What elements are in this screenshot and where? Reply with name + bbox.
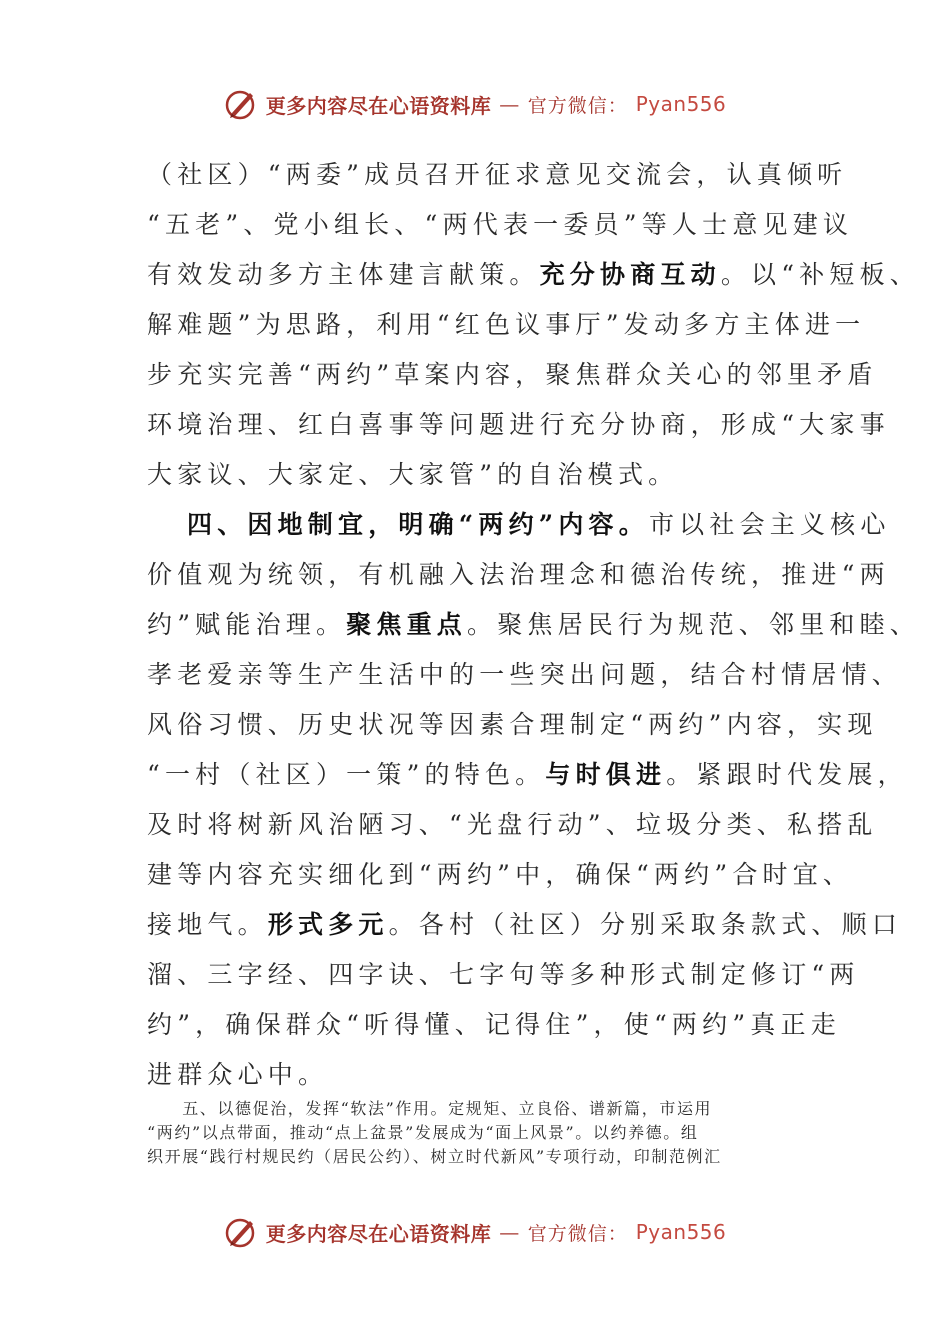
banner-subtitle: 官方微信： xyxy=(527,1222,628,1245)
p1-line-7: 大家议、大家定、大家管”的自治模式。 xyxy=(147,460,679,489)
p2-line-9 xyxy=(147,900,903,950)
p2-l6-text: “一村（社区）一策”的特色。 xyxy=(147,760,546,789)
p1-l3-text: 有效发动多方主体建言献策。 xyxy=(147,260,540,289)
p2-l9-heading: 形式多元 xyxy=(267,910,389,939)
p1-line-2: “五老”、党小组长、“两代表一委员”等人士意见建议 xyxy=(147,210,854,239)
banner-wechat-id: Pyan556 xyxy=(635,1220,727,1244)
p3-line-1: 五、以德促治，发挥“软法”作用。定规矩、立良俗、谱新篇，市运用 xyxy=(147,1099,713,1118)
banner-dash: — xyxy=(499,1220,520,1244)
pen-logo-icon xyxy=(224,87,258,121)
p2-l6-heading: 与时俱进 xyxy=(545,760,667,789)
p2-line-7: 及时将树新风治陋习、“光盘行动”、垃圾分类、私搭乱 xyxy=(147,810,878,839)
p2-line-2: 价值观为统领，有机融入法治理念和德治传统，推进“两 xyxy=(147,560,890,589)
p1-line-3 xyxy=(147,250,920,300)
p3-line-2: “两约”以点带面，推动“点上盆景”发展成为“面上风景”。以约养德。组 xyxy=(147,1123,699,1142)
banner-subtitle: 官方微信： xyxy=(527,94,628,117)
document-body xyxy=(147,150,921,1100)
banner-dash: — xyxy=(499,92,520,116)
p2-l3-tail: 。聚焦居民行为规范、邻里和睦、 xyxy=(467,610,921,639)
p2-l3-text: 约”赋能治理。 xyxy=(147,610,347,639)
banner-title: 更多内容尽在心语资料库 xyxy=(265,93,492,118)
banner-wechat-id: Pyan556 xyxy=(635,92,727,116)
section-five-block xyxy=(147,1097,812,1169)
p3-line-3: 织开展“践行村规民约（居民公约）、树立时代新风”专项行动，印制范例汇 xyxy=(147,1147,722,1166)
p2-l9-tail: 。各村（社区）分别采取条款式、顺口 xyxy=(388,910,903,939)
p1-line-6: 环境治理、红白喜事等问题进行充分协商，形成“大家事 xyxy=(147,410,890,439)
p2-line-4: 孝老爱亲等生产生活中的一些突出问题，结合村情居情、 xyxy=(147,660,903,689)
p1-l3-tail: 。以“补短板、 xyxy=(720,260,920,289)
p1-l3-heading: 充分协商互动 xyxy=(539,260,721,289)
p2-line-8: 建等内容充实细化到“两约”中，确保“两约”合时宜、 xyxy=(147,860,854,889)
pen-logo-icon xyxy=(224,1215,258,1249)
p2-line-1 xyxy=(147,500,891,550)
section-four-heading: 四、因地制宜，明确“两约”内容。 xyxy=(187,510,649,539)
p2-line-6 xyxy=(147,750,908,800)
p2-line-5: 风俗习惯、历史状况等因素合理制定“两约”内容，实现 xyxy=(147,710,878,739)
banner-title: 更多内容尽在心语资料库 xyxy=(265,1221,492,1246)
p1-line-5: 步充实完善“两约”草案内容，聚焦群众关心的邻里矛盾 xyxy=(147,360,878,389)
p2-l1-tail: 市以社会主义核心 xyxy=(648,510,891,539)
p2-l9-text: 接地气。 xyxy=(147,910,268,939)
p1-line-1: （社区）“两委”成员召开征求意见交流会，认真倾听 xyxy=(147,160,848,189)
header-banner xyxy=(0,84,950,124)
p2-line-11: 约”，确保群众“听得懂、记得住”，使“两约”真正走 xyxy=(147,1010,841,1039)
p2-line-12: 进群众心中。 xyxy=(147,1060,329,1089)
p2-line-10: 溜、三字经、四字诀、七字句等多种形式制定修订“两 xyxy=(147,960,860,989)
p2-l6-tail: 。紧跟时代发展， xyxy=(666,760,908,789)
footer-banner xyxy=(0,1212,950,1252)
p2-l3-heading: 聚焦重点 xyxy=(346,610,467,639)
p2-line-3 xyxy=(147,600,921,650)
p1-line-4: 解难题”为思路，利用“红色议事厅”发动多方主体进一 xyxy=(147,310,866,339)
